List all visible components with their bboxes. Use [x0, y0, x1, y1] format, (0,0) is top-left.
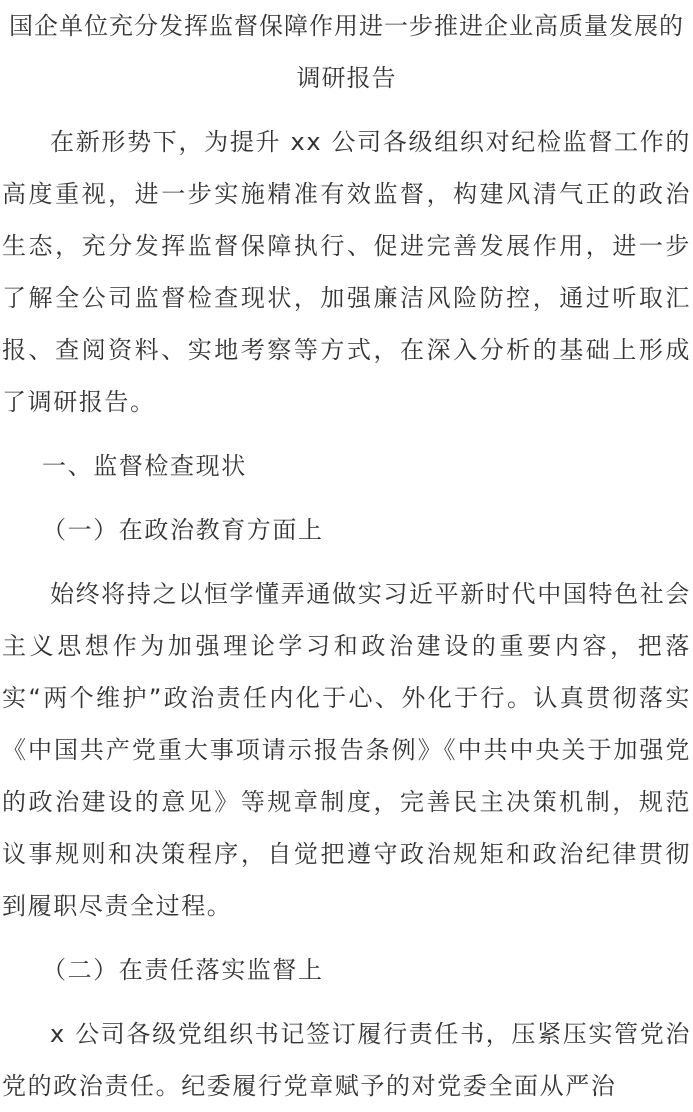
subsection-1-paragraph: 始终将持之以恒学懂弄通做实习近平新时代中国特色社会主义思想作为加强理论学习和政治建设的重要内容，把落实“两个维护”政治责任内化于心、外化于行。认真贯彻落实《中国共产党重大事项请示报告条例》《中共中央关于加强党的政治建设的意见》等规章制度，完善民主决策机制，规范议事规则和决策程序，自觉把遵守政治规矩和政治纪律贯彻到履职尽责全过程。 — [2, 580, 691, 920]
document-title: 国企单位充分发挥监督保障作用进一步推进企业高质量发展的调研报告 — [9, 12, 684, 92]
subsection-heading-1: （一）在政治教育方面上 — [42, 516, 324, 544]
subsection-2-paragraph: x 公司各级党组织书记签订履行责任书，压紧压实管党治党的政治责任。纪委履行党章赋予的对党委全面从严治 — [2, 1020, 691, 1100]
section-heading-1: 一、监督检查现状 — [42, 452, 247, 480]
subsection-heading-2: （二）在责任落实监督上 — [42, 956, 324, 984]
intro-paragraph: 在新形势下，为提升 xx 公司各级组织对纪检监督工作的高度重视，进一步实施精准有效监督，构建风清气正的政治生态，充分发挥监督保障执行、促进完善发展作用，进一步了解全公司监督检查现状，加强廉洁风险防控，通过听取汇报、查阅资料、实地考察等方式，在深入分析的基础上形成了调研报告。 — [2, 128, 691, 416]
